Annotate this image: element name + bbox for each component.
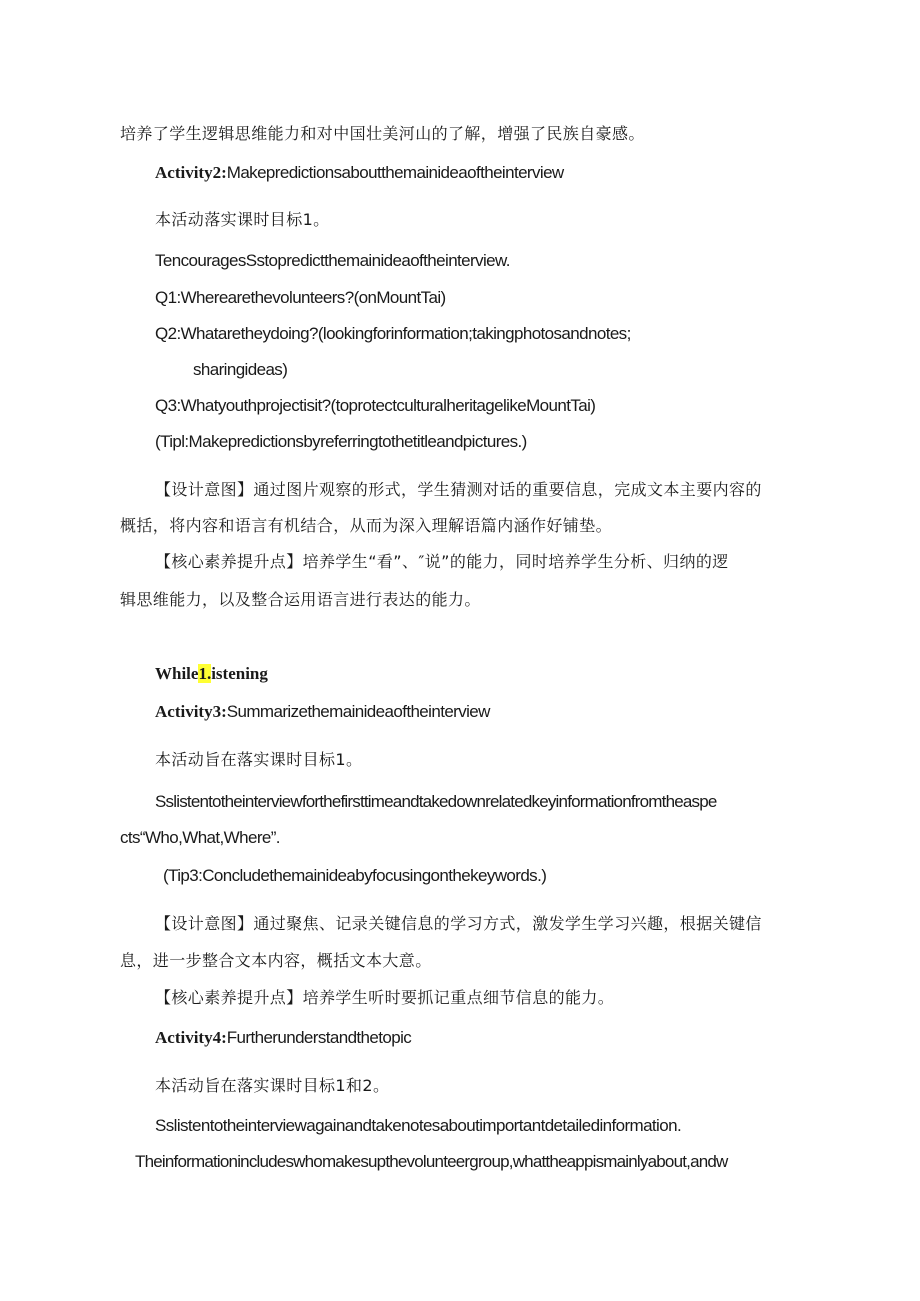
design-intent: 【设计意图】通过聚焦、记录关键信息的学习方式，激发学生学习兴趣，根据关键信 (155, 914, 762, 933)
para-line: 本活动旨在落实课时目标1。 (155, 750, 363, 769)
section-heading-part: While (155, 664, 199, 683)
design-intent-cont: 息，进一步整合文本内容，概括文本大意。 (120, 951, 432, 970)
para-line: TencouragesSstopredictthemainideaoftheinterview. (155, 251, 510, 270)
core-literacy-cont: 辑思维能力，以及整合运用语言进行表达的能力。 (120, 590, 481, 609)
para-line: Sslistentotheinterviewagainandtakenotesaboutimportantdetailedinformation. (155, 1116, 682, 1135)
design-intent: 【设计意图】通过图片观察的形式，学生猜测对话的重要信息，完成文本主要内容的 (155, 480, 762, 499)
core-literacy: 【核心素养提升点】培养学生“看”、″说”的能力，同时培养学生分析、归纳的逻 (155, 552, 729, 571)
para-line: 本活动旨在落实课时目标1和2。 (155, 1076, 390, 1095)
activity-4-label: Activity4: (155, 1028, 227, 1047)
activity-2-label: Activity2: (155, 163, 227, 182)
para-line: 本活动落实课时目标1。 (155, 210, 330, 229)
section-heading-while-listening (155, 664, 268, 684)
activity-2-heading (155, 163, 564, 183)
para-line-cont: cts“Who,What,Where”. (120, 828, 280, 847)
section-heading-part: istening (211, 664, 268, 683)
design-intent-cont: 概括，将内容和语言有机结合，从而为深入理解语篇内涵作好铺垫。 (120, 516, 613, 535)
question-1: Q1:Wherearethevolunteers?(onMountTai) (155, 288, 446, 307)
question-3: Q3:Whatyouthprojectisit?(toprotectculturalheritagelikeMountTai) (155, 396, 596, 415)
activity-3-label: Activity3: (155, 702, 227, 721)
tip-1: (Tipl:Makepredictionsbyreferringtothetitleandpictures.) (155, 432, 527, 451)
highlighted-mark: 1. (198, 664, 212, 683)
para-line: 培养了学生逻辑思维能力和对中国壮美河山的了解，增强了民族自豪感。 (120, 124, 645, 143)
activity-4-title: Furtherunderstandthetopic (226, 1028, 412, 1047)
activity-2-title: Makepredictionsaboutthemainideaoftheinterview (226, 163, 564, 182)
para-line: Sslistentotheinterviewforthefirsttimeandtakedownrelatedkeyinformationfromtheaspe (155, 792, 717, 811)
tip-3: (Tip3:Concludethemainideabyfocusingonthekeywords.) (163, 866, 547, 885)
question-2: Q2:Whataretheydoing?(lookingforinformation;takingphotosandnotes; (155, 324, 631, 343)
activity-3-title: Summarizethemainideaoftheinterview (226, 702, 490, 721)
activity-3-heading (155, 702, 490, 722)
para-line: Theinformationincludeswhomakesupthevolunteergroup,whattheappismainlyabout,andw (135, 1152, 728, 1171)
activity-4-heading (155, 1028, 411, 1048)
core-literacy: 【核心素养提升点】培养学生听时要抓记重点细节信息的能力。 (155, 988, 615, 1007)
question-2-cont: sharingideas) (193, 360, 288, 379)
